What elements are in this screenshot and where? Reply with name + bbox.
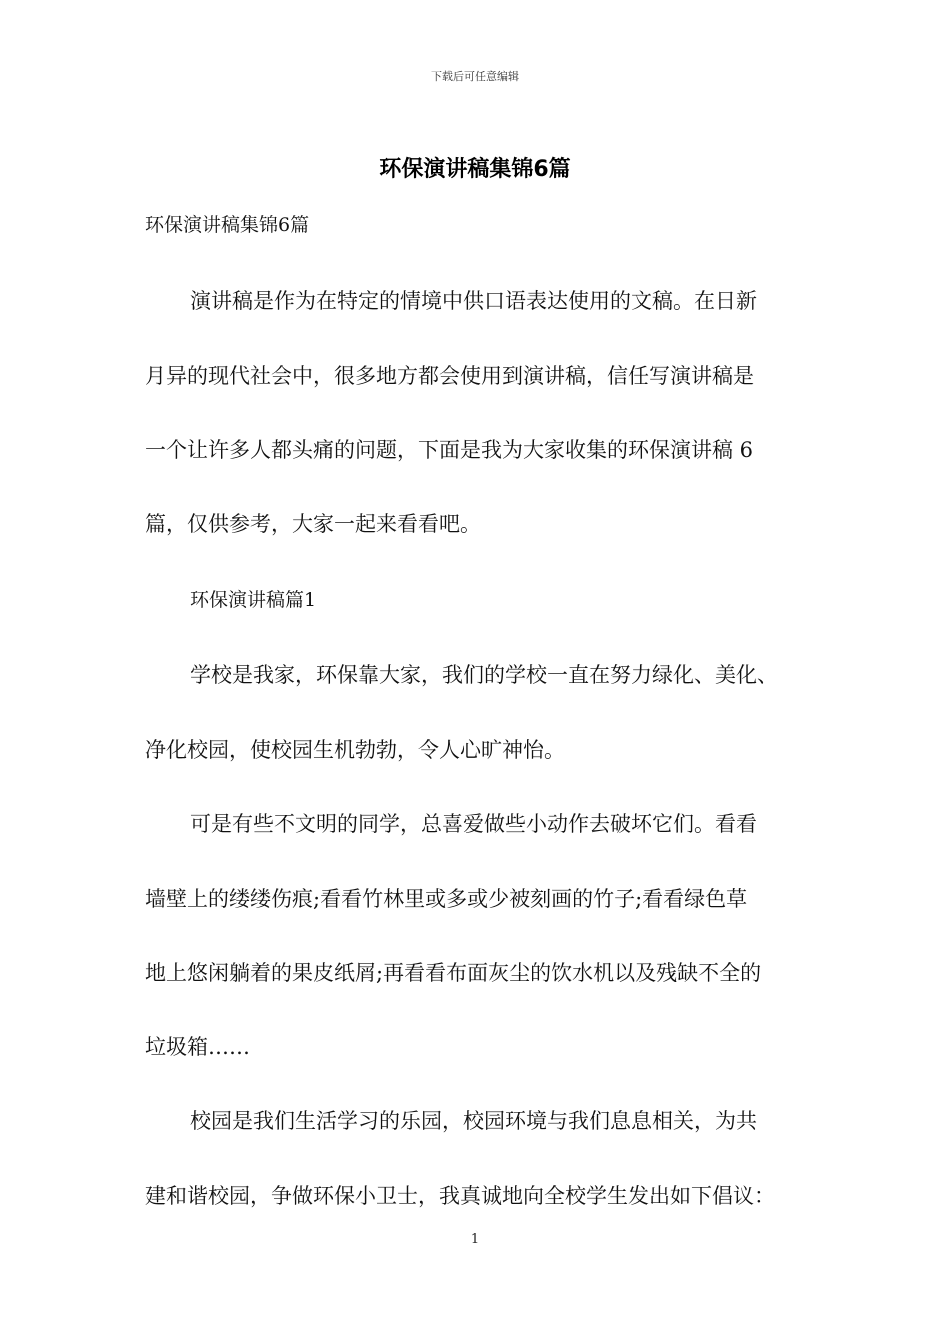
- paragraph-line: 校园是我们生活学习的乐园，校园环境与我们息息相关，为共: [190, 1109, 757, 1133]
- paragraph-line: 篇，仅供参考，大家一起来看看吧。: [145, 512, 481, 536]
- paragraph-line: 垃圾箱……: [145, 1035, 250, 1059]
- paragraph-line: 净化校园，使校园生机勃勃，令人心旷神怡。: [145, 738, 565, 762]
- paragraph-line: 地上悠闲躺着的果皮纸屑;再看看布面灰尘的饮水机以及残缺不全的: [145, 961, 762, 985]
- page-number: 1: [470, 1232, 480, 1247]
- header-note: 下载后可任意编辑: [431, 70, 519, 83]
- document-subtitle: 环保演讲稿集锦6篇: [145, 214, 310, 236]
- paragraph-line: 建和谐校园，争做环保小卫士，我真诚地向全校学生发出如下倡议：: [145, 1184, 775, 1208]
- paragraph-line: 一个让许多人都头痛的问题，下面是我为大家收集的环保演讲稿 6: [145, 438, 754, 462]
- paragraph-line: 演讲稿是作为在特定的情境中供口语表达使用的文稿。在日新: [190, 289, 757, 313]
- paragraph-line: 月异的现代社会中，很多地方都会使用到演讲稿，信任写演讲稿是: [145, 364, 754, 388]
- paragraph-line: 墙壁上的缕缕伤痕;看看竹林里或多或少被刻画的竹子;看看绿色草: [145, 887, 748, 911]
- section-heading: 环保演讲稿篇1: [190, 589, 317, 611]
- paragraph-line: 可是有些不文明的同学，总喜爱做些小动作去破坏它们。看看: [190, 812, 757, 836]
- paragraph-line: 学校是我家，环保靠大家，我们的学校一直在努力绿化、美化、: [190, 663, 778, 687]
- document-title: 环保演讲稿集锦6篇: [379, 157, 571, 182]
